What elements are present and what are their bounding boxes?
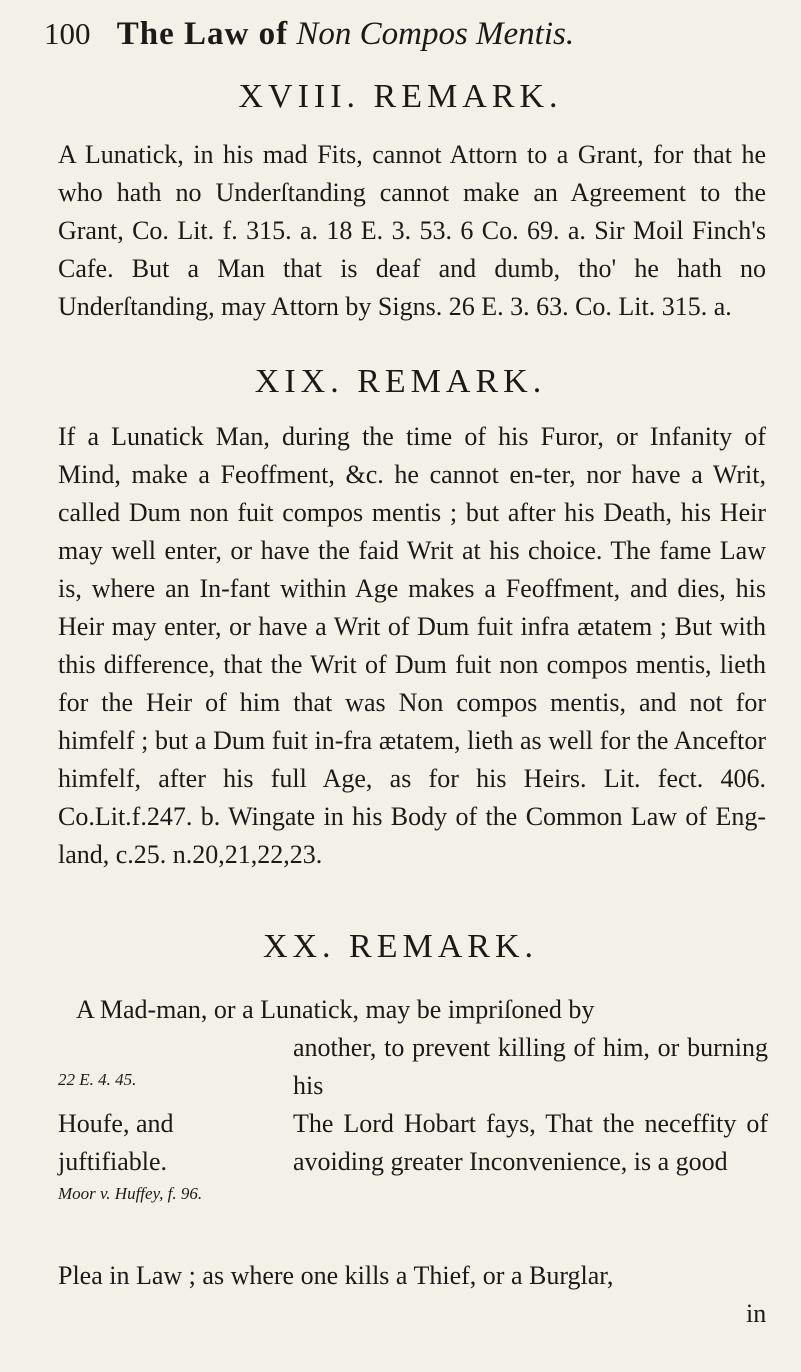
remark-text-xix: If a Lunatick Man, during the time of his Furor, or Infanity of Mind, make a Feoffment, &c. he cannot en-ter, nor have a Writ, called Dum non fuit compos mentis ; but after his Death, his Heir may well enter, or have the faid Writ at his choice. The fame Law is, where an In-fant within Age makes a Feoffment, and dies, his Heir may enter, or have a Writ of Dum fuit infra ætatem ; But with this difference, that the Writ of Dum fuit non compos mentis, lieth for the Heir of him that was Non compos mentis, and not for himfelf ; but a Dum fuit in-fra ætatem, lieth as well for the Anceftor himfelf, after his full Age, as for his Heirs. Lit. fect. 406. Co.Lit.f.247. b. Wingate in his Body of the Common Law of Eng-land, c.25. n.20,21,22,23. (58, 422, 766, 869)
margin-note-2: Moor v. Huffey, f. 96. (58, 1184, 203, 1203)
remark-text-xviii: A Lunatick, in his mad Fits, cannot Attorn to a Grant, for that he who hath no Underſtanding cannot make an Agreement to the Grant, Co. Lit. f. 315. a. 18 E. 3. 53. 6 Co. 69. a. Sir Moil Finch's Cafe. But a Man that is deaf and dumb, tho' he hath no Underſtanding, may Attorn by Signs. 26 E. 3. 63. Co. Lit. 315. a. (58, 140, 766, 321)
header-title-prefix: The Law of (116, 16, 289, 52)
remark-xx-right-column-2: The Lord Hobart fays, That the neceffity of avoiding greater Inconvenience, is a good (293, 1109, 768, 1176)
page-number: 100 (44, 16, 91, 51)
running-header (44, 16, 764, 62)
remark-xx-left-column: Houfe, and juftifiable. (58, 1109, 174, 1176)
remark-heading-xx: XX. REMARK. (262, 928, 539, 965)
header-title-italic: Non Compos Mentis. (296, 16, 575, 52)
catchword: in (746, 1299, 767, 1328)
margin-note-1: 22 E. 4. 45. (58, 1070, 137, 1089)
remark-body-xix (58, 418, 766, 874)
remark-xx-lead: A Mad-man, or a Lunatick, may be impriſoned by (76, 995, 595, 1024)
remark-xx-bottom-line: Plea in Law ; as where one kills a Thief, or a Burglar, (58, 1261, 614, 1290)
remark-heading-xix: XIX. REMARK. (254, 363, 547, 400)
remark-heading-xviii: XVIII. REMARK. (238, 78, 563, 115)
remark-xx-right-column: another, to prevent killing of him, or burning his (293, 1033, 768, 1100)
remark-body-xviii (58, 136, 766, 326)
